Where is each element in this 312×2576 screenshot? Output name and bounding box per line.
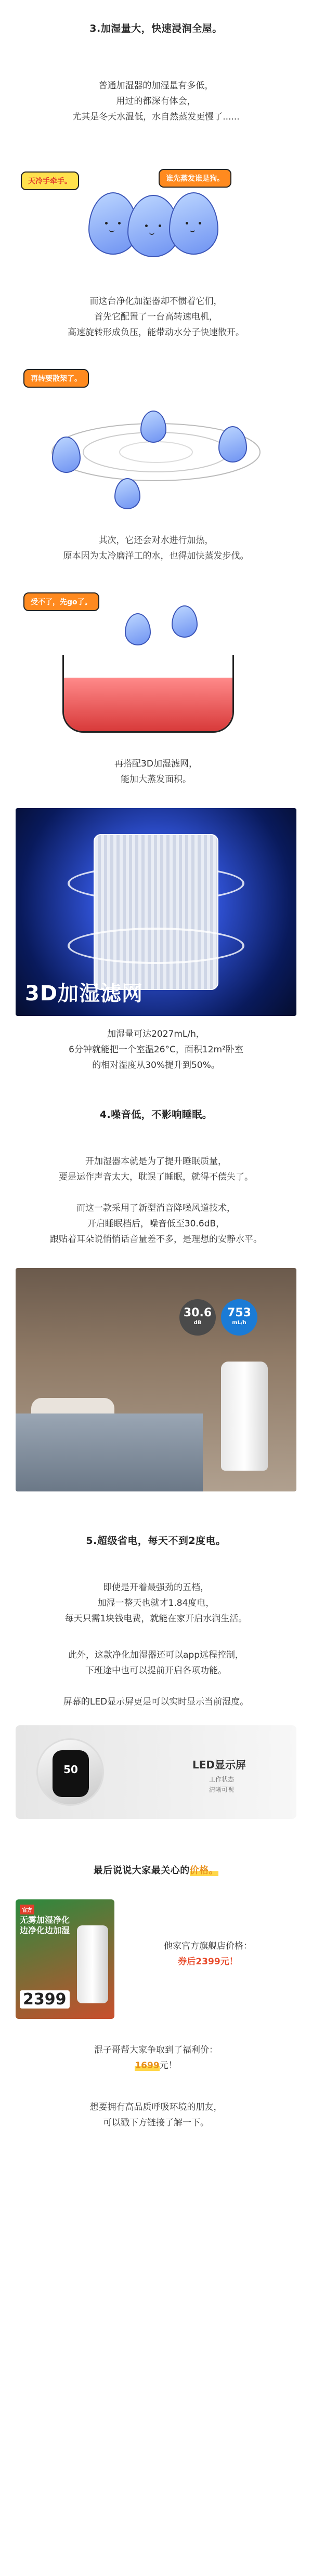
led-screen <box>53 1750 89 1797</box>
card-price: 2399 <box>20 1990 70 2009</box>
noise-unit: dB <box>193 1320 202 1326</box>
outro-paragraph <box>21 2099 291 2131</box>
bed <box>16 1414 203 1491</box>
text-line: 原本因为太冷磨洋工的水，也得加快蒸发步伐。 <box>63 551 249 561</box>
text-line: 此外，这款净化加湿器还可以app远程控制， <box>68 1650 244 1660</box>
section-3-title: 3.加湿量大，快速浸润全屋。 <box>89 23 223 34</box>
led-humidity-number: 50 <box>63 1763 78 1776</box>
s3-paragraph-2 <box>21 294 291 340</box>
text-line: 开启睡眠档后，噪音低至30.6dB， <box>87 1219 225 1229</box>
s5-paragraph-3 <box>21 1694 291 1710</box>
heated-water-illustration <box>0 577 312 748</box>
store-price-value: 券后2399元！ <box>178 1957 238 1967</box>
deal-price-paragraph <box>21 2042 291 2073</box>
water-drop-character <box>172 605 198 638</box>
text-line: 尤其是冬天水温低，水自然蒸发更慢了...... <box>72 112 240 122</box>
airflow-ring <box>68 928 244 964</box>
speech-bubble: 受不了，先go了。 <box>23 592 99 611</box>
deal-line: 混子哥帮大家争取到了福利价： <box>94 2045 218 2055</box>
text-line: 跟贴着耳朵说悄悄话音量差不多，是理想的安静水平。 <box>50 1234 262 1245</box>
led-subtitle: 工作状态 <box>209 1776 235 1783</box>
text-line: 能加大蒸发面积。 <box>121 774 191 785</box>
noise-badge <box>179 1299 216 1336</box>
text-line: 屏幕的LED显示屏更是可以实时显示当前湿度。 <box>63 1697 249 1707</box>
humidifier-top-view <box>36 1738 104 1806</box>
water-drop-character <box>125 613 151 645</box>
text-line: 要是运作声音太大，耽误了睡眠，就得不偿失了。 <box>59 1172 253 1182</box>
text-line: 下班途中也可以提前开启各项功能。 <box>85 1666 227 1676</box>
text-line: 高速旋转形成负压，能带动水分子快速散开。 <box>68 327 244 338</box>
s3-paragraph-3 <box>21 533 291 564</box>
official-tag: 官方 <box>20 1905 34 1914</box>
speech-bubble: 谁先蒸发谁是狗。 <box>159 169 231 188</box>
bedroom-photo <box>16 1268 296 1491</box>
motor-spin-illustration <box>0 353 312 525</box>
filter-photo <box>16 808 296 1016</box>
text-line: 加湿一整天也就才1.84度电， <box>97 1598 215 1608</box>
s4-paragraph-2 <box>21 1200 291 1247</box>
water-basin <box>62 655 234 733</box>
led-title: LED显示屏 <box>192 1759 246 1771</box>
s4-paragraph-1 <box>21 1154 291 1185</box>
section-4-title: 4.噪音低，不影响睡眠。 <box>99 1109 213 1120</box>
store-price-line: 他家官方旗舰店价格： <box>164 1941 252 1951</box>
speech-bubble: 天冷手牵手。 <box>21 171 79 190</box>
filter-cylinder <box>94 834 218 990</box>
led-subtitle: 清晰可视 <box>209 1786 235 1793</box>
s5-paragraph-1 <box>21 1580 291 1627</box>
price-intro-highlight: 价格。 <box>189 1865 219 1876</box>
store-price-text <box>120 1938 296 1970</box>
s3-paragraph-4 <box>21 756 291 787</box>
s5-paragraph-2 <box>21 1647 291 1679</box>
text-line: 开加湿器本就是为了提升睡眠质量， <box>85 1156 227 1167</box>
section-5-title: 5.超级省电，每天不到2度电。 <box>86 1535 226 1547</box>
text-line: 而这一款采用了新型消音降噪风道技术， <box>76 1203 236 1213</box>
text-line: 而这台净化加湿器却不惯着它们， <box>89 296 223 307</box>
text-line: 普通加湿器的加湿量有多低， <box>98 81 214 91</box>
card-headline: 无雾加湿净化 边净化边加湿 <box>20 1915 70 1935</box>
product-image <box>77 1925 108 2003</box>
s3-paragraph-1 <box>21 78 291 125</box>
text-line: 其次，它还会对水进行加热， <box>98 535 214 546</box>
volume-unit: mL/h <box>232 1320 246 1326</box>
led-display-card <box>16 1725 296 1819</box>
speech-bubble: 再转要散架了。 <box>23 369 89 388</box>
text-line: 的相对湿度从30%提升到50%。 <box>92 1060 220 1071</box>
deal-price-line <box>21 2058 291 2073</box>
deal-price: 1699 <box>135 2060 160 2071</box>
volume-value: 753 <box>227 1306 251 1319</box>
price-intro <box>0 1863 312 1877</box>
s3-paragraph-5 <box>21 1026 291 1073</box>
text-line: 即使是开着最强劲的五档， <box>103 1582 209 1593</box>
product-price-card[interactable] <box>16 1899 114 2019</box>
text-line: 每天只需1块钱电费，就能在家开启水润生活。 <box>64 1614 248 1624</box>
price-intro-text: 最后说说大家最关心的 <box>93 1865 190 1876</box>
water-drop-character <box>169 192 218 255</box>
text-line: 6分钟就能把一个室温26°C，面积12m²卧室 <box>69 1045 243 1055</box>
text-line: 首先它配置了一台高转速电机， <box>94 312 218 322</box>
cold-water-illustration <box>0 130 312 281</box>
deal-unit: 元！ <box>159 2060 177 2071</box>
text-line: 加湿量可达2027mL/h， <box>107 1029 205 1039</box>
text-line: 再搭配3D加湿滤网， <box>114 759 198 769</box>
outro-line: 想要拥有高品质呼吸环境的朋友， <box>89 2102 223 2112</box>
noise-value: 30.6 <box>183 1306 212 1319</box>
filter-label: 3D加湿滤网 <box>25 982 144 1006</box>
outro-line: 可以戳下方链接了解一下。 <box>103 2118 209 2128</box>
humidifier-device <box>221 1362 268 1471</box>
volume-badge <box>221 1299 257 1336</box>
text-line: 用过的都深有体会， <box>116 96 196 107</box>
